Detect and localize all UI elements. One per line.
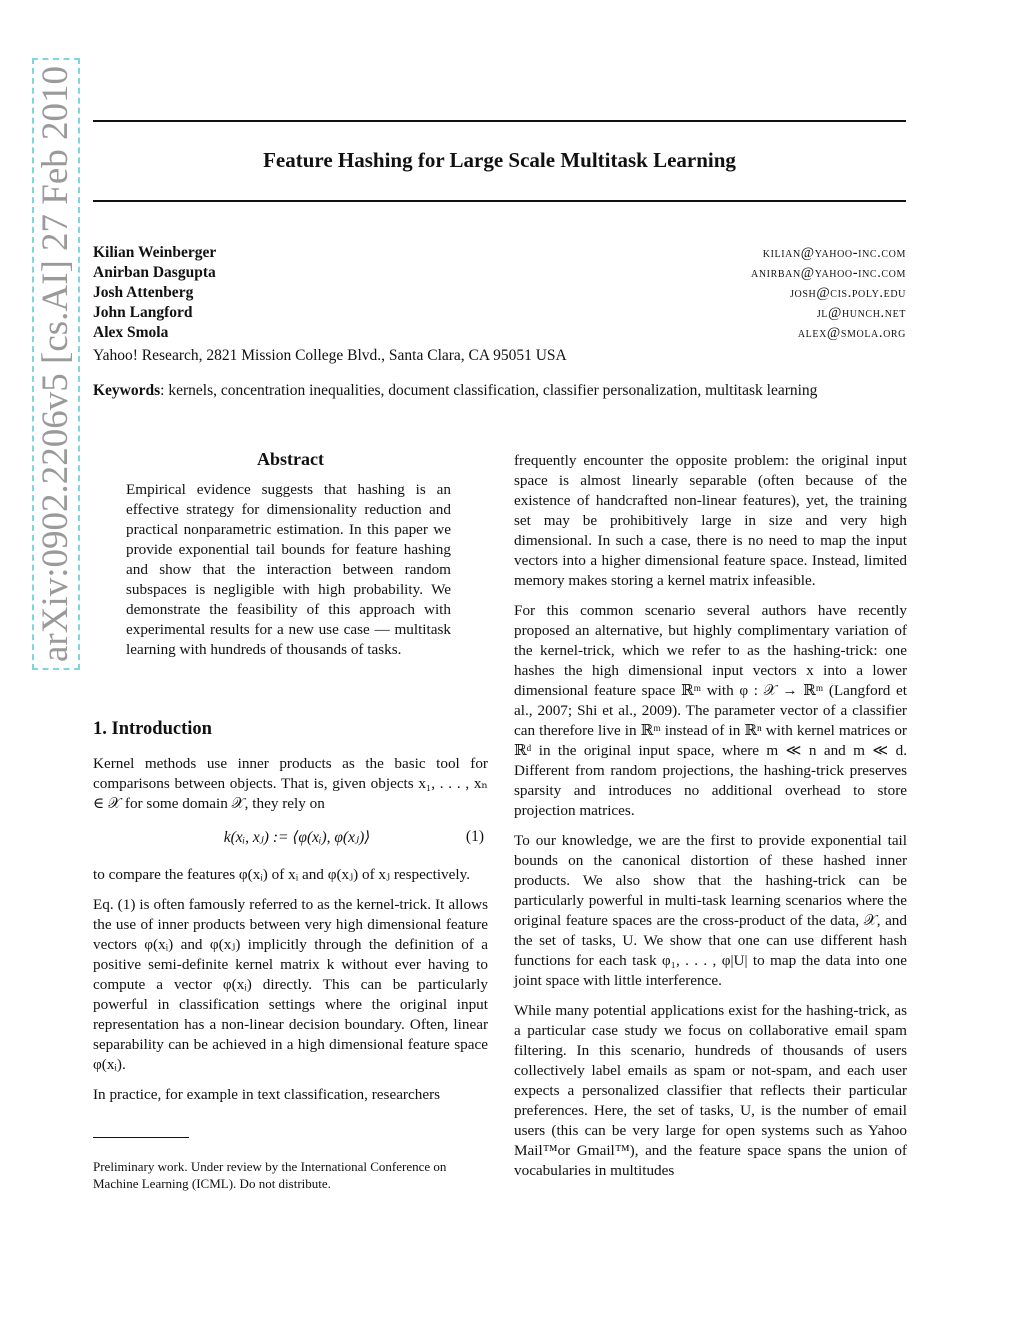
right-paragraph-3: To our knowledge, we are the first to provide exponential tail bounds on the canonical distortion of these hashed inner products. We also show that the hashing-trick can be particularly powerful in multi-task learning scenarios where the original feature spaces are the cross-product of the data, 𝒳, and the set of tasks, U. We show that one can use different hash functions for each task φ₁, . . . , φ|U| to map the data into one joint space with little interference. xyxy=(514,832,907,989)
left-column-body xyxy=(93,865,488,1115)
arxiv-watermark xyxy=(0,0,76,920)
equation-number: (1) xyxy=(465,828,484,845)
right-column-body xyxy=(514,451,907,1191)
paper-title: Feature Hashing for Large Scale Multitask Learning xyxy=(263,148,736,172)
author-row xyxy=(93,283,906,303)
keywords-label: Keywords xyxy=(93,382,161,399)
intro-paragraph-3: Eq. (1) is often famously referred to as the kernel-trick. It allows the use of inner products between very high dimensional feature vectors φ(xᵢ) and φ(xⱼ) implicitly through the definition of a positive semi-definite kernel matrix k without ever having to compute a vector φ(xᵢ) directly. This can be particularly powerful in classification settings where the original input representation has a non-linear decision boundary. Often, linear separability can be achieved in a high dimensional feature space φ(xᵢ). xyxy=(93,896,488,1073)
intro-paragraph-2: to compare the features φ(xᵢ) of xᵢ and φ(xⱼ) of xⱼ respectively. xyxy=(93,866,471,883)
author-row xyxy=(93,303,906,323)
author-name: John Langford xyxy=(93,304,193,321)
footnote: Preliminary work. Under review by the International Conference on Machine Learning (ICML). Do not distribute. xyxy=(93,1159,447,1191)
intro-paragraph-4: In practice, for example in text classification, researchers xyxy=(93,1086,441,1103)
author-row xyxy=(93,243,906,263)
abstract-heading: Abstract xyxy=(257,449,324,469)
section-heading-introduction: 1. Introduction xyxy=(93,719,212,739)
author-name: Kilian Weinberger xyxy=(93,244,217,261)
title-bottom-rule xyxy=(93,200,906,202)
affiliation: Yahoo! Research, 2821 Mission College Blvd., Santa Clara, CA 95051 USA xyxy=(93,347,567,364)
author-row xyxy=(93,263,906,283)
title-top-rule xyxy=(93,120,906,122)
right-paragraph-4: While many potential applications exist for the hashing-trick, as a particular case study we focus on collaborative email spam filtering. In this scenario, hundreds of thousands of users collectively label emails as spam or not-spam, and each user expects a personalized classifier that reflects their particular preferences. Here, the set of tasks, U, is the number of email users (this can be very large for open systems such as Yahoo Mail™or Gmail™), and the feature space spans the union of vocabularies in multitudes xyxy=(514,1002,907,1179)
right-paragraph-1: frequently encounter the opposite problem: the original input space is almost linearly separable (often because of the existence of handcrafted non-linear features), yet, the training set may be prohibitively large in size and very high dimensional. In such a case, there is no need to map the input vectors into a higher dimensional feature space. Instead, limited memory makes storing a kernel matrix infeasible. xyxy=(514,452,907,589)
arxiv-identifier: arXiv:0902.2206v5 [cs.AI] 27 Feb 2010 xyxy=(32,58,80,670)
author-name: Anirban Dasgupta xyxy=(93,264,216,281)
equation-body: k(xᵢ, xⱼ) := ⟨φ(xᵢ), φ(xⱼ)⟩ xyxy=(223,829,371,846)
equation-1 xyxy=(93,828,488,850)
abstract-text: Empirical evidence suggests that hashing is an effective strategy for dimensionality reduction and practical nonparametric estimation. In this paper we provide exponential tail bounds for feature hashing and show that the interaction between random subspaces is negligible with high probability. We demonstrate the feasibility of this approach with experimental results for a new use case — multitask learning with hundreds of thousands of tasks. xyxy=(126,481,451,658)
author-name: Alex Smola xyxy=(93,324,169,341)
author-name: Josh Attenberg xyxy=(93,284,194,301)
author-email: alex@smola.org xyxy=(797,325,906,341)
keywords xyxy=(93,382,913,400)
author-email: jl@hunch.net xyxy=(816,305,906,321)
author-email: kilian@yahoo-inc.com xyxy=(762,245,906,261)
footnote-rule xyxy=(93,1137,189,1138)
author-email: anirban@yahoo-inc.com xyxy=(751,265,906,281)
right-paragraph-2: For this common scenario several authors have recently proposed an alternative, but highly complimentary variation of the kernel-trick, which we refer to as the hashing-trick: one hashes the high dimensional input vectors x into a lower dimensional feature space ℝᵐ with φ : 𝒳 → ℝᵐ (Langford et al., 2007; Shi et al., 2009). The parameter vector of a classifier can therefore live in ℝᵐ instead of in ℝⁿ with kernel matrices or ℝᵈ in the original input space, where m ≪ n and m ≪ d. Different from random projections, the hashing-trick preserves sparsity and introduces no additional overhead to store projection matrices. xyxy=(514,602,907,819)
author-row xyxy=(93,323,906,343)
intro-paragraph-1: Kernel methods use inner products as the basic tool for comparisons between objects. That is, given objects x₁, . . . , xₙ ∈ 𝒳 for some domain 𝒳, they rely on xyxy=(93,755,488,812)
author-email: josh@cis.poly.edu xyxy=(790,285,906,301)
keywords-list: : kernels, concentration inequalities, document classification, classifier personalization, multitask learning xyxy=(160,382,818,399)
author-block xyxy=(93,243,906,367)
